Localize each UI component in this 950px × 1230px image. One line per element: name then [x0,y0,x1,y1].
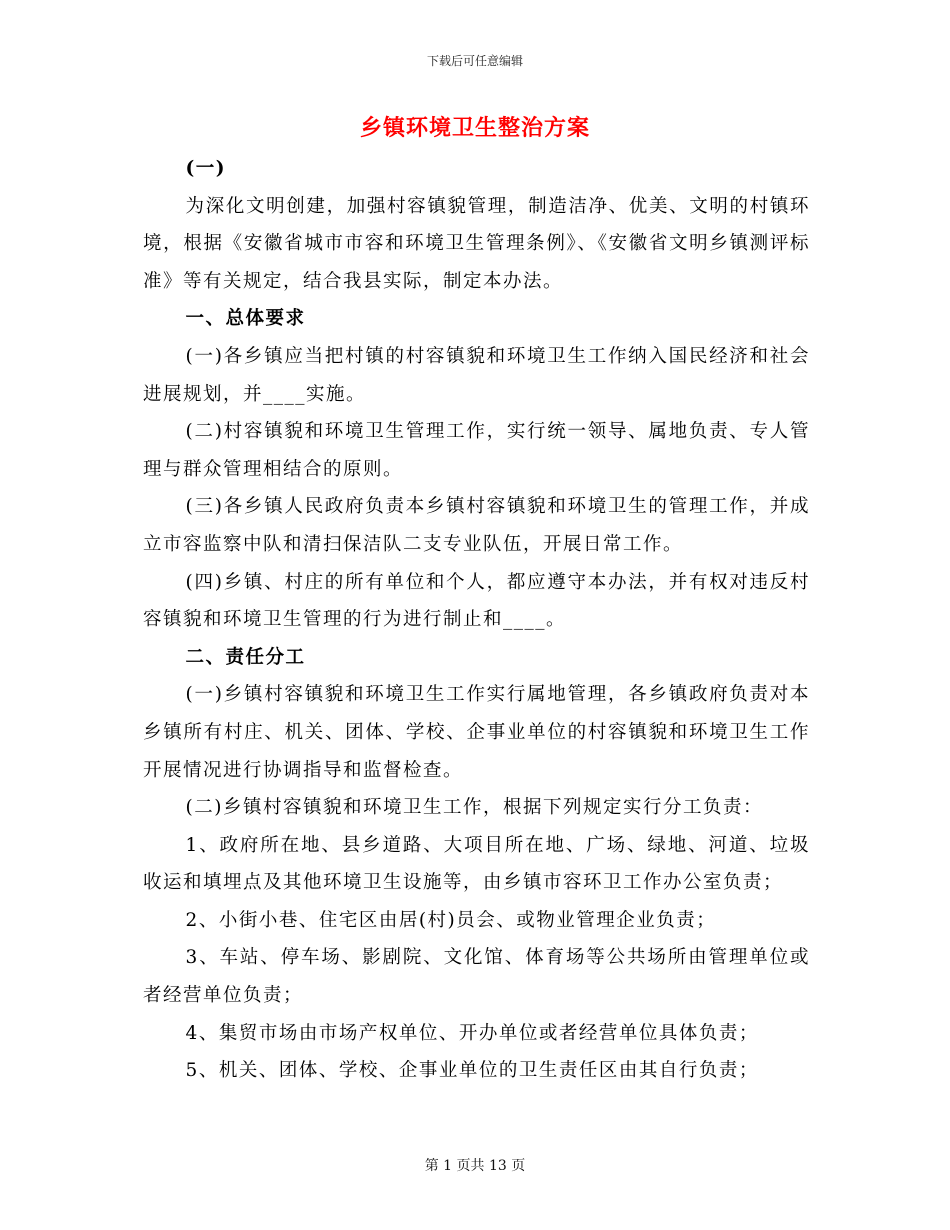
list-item-4: 4、集贸市场由市场产权单位、开办单位或者经营单位具体负责； [185,1022,759,1044]
header-note: 下载后可任意编辑 [426,54,523,68]
list-item-5: 5、机关、团体、学校、企事业单位的卫生责任区由其自行负责； [185,1060,759,1082]
intro-paragraph: 为深化文明创建，加强村容镇貌管理，制造洁净、优美、文明的村镇环境，根据《安徽省城市市容和环境卫生管理条例》、《安徽省文明乡镇测评标准》等有关规定，结合我县实际，制定本办法。 [143,195,810,292]
paragraph-requirement-2: (二)村容镇貌和环境卫生管理工作，实行统一领导、属地负责、专人管理与群众管理相结合的原则。 [143,421,810,480]
paragraph-requirement-1: (一)各乡镇应当把村镇的村容镇貌和环境卫生工作纳入国民经济和社会进展规划，并____实施。 [143,345,810,405]
document-body [143,150,810,1090]
paragraph-requirement-3: (三)各乡镇人民政府负责本乡镇村容镇貌和环境卫生的管理工作，并成立市容监察中队和清扫保洁队二支专业队伍，开展日常工作。 [143,496,810,555]
heading-general-requirements: 一、总体要求 [185,308,306,330]
list-item-1: 1、政府所在地、县乡道路、大项目所在地、广场、绿地、河道、垃圾收运和填埋点及其他环境卫生设施等，由乡镇市容环卫工作办公室负责； [143,834,810,894]
paragraph-responsibility-1: (一)乡镇村容镇貌和环境卫生工作实行属地管理，各乡镇政府负责对本乡镇所有村庄、机关、团体、学校、企事业单位的村容镇貌和环境卫生工作开展情况进行协调指导和监督检查。 [143,684,810,781]
page-number-footer: 第 1 页共 13 页 [424,1158,526,1174]
paragraph-responsibility-2: (二)乡镇村容镇貌和环境卫生工作，根据下列规定实行分工负责： [185,797,763,819]
heading-responsibility-division: 二、责任分工 [185,646,306,668]
list-item-2: 2、小街小巷、住宅区由居(村)员会、或物业管理企业负责； [185,909,717,931]
document-title: 乡镇环境卫生整治方案 [359,115,590,141]
section-label: (一) [185,158,227,179]
list-item-3: 3、车站、停车场、影剧院、文化馆、体育场等公共场所由管理单位或者经营单位负责； [143,947,810,1007]
paragraph-requirement-4: (四)乡镇、村庄的所有单位和个人，都应遵守本办法，并有权对违反村容镇貌和环境卫生管理的行为进行制止和____。 [143,571,810,631]
